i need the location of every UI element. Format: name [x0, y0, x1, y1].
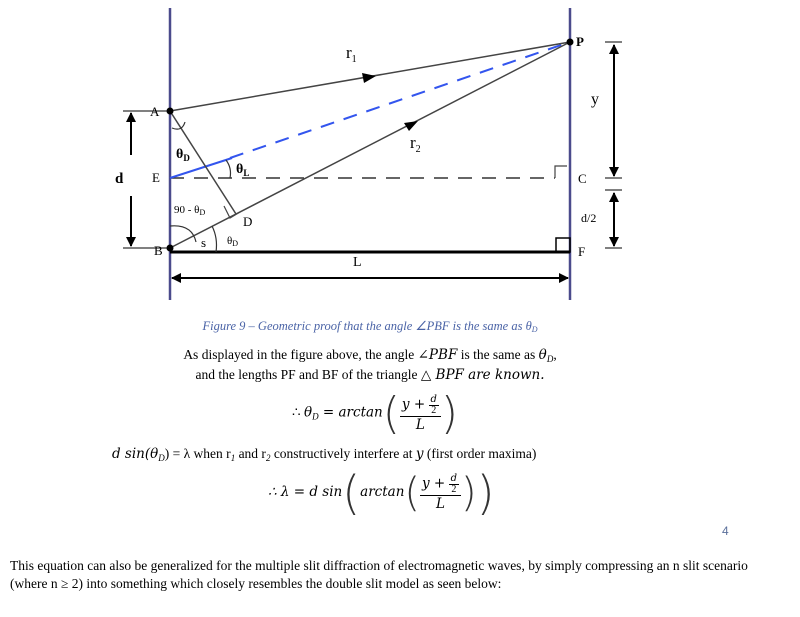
label-r2: $r_2$	[410, 133, 421, 155]
arc-theta-d-bottom	[212, 226, 217, 252]
text-line-1: As displayed in the figure above, the angle ∠PBF is the same as $\theta_D$,	[183, 347, 557, 364]
right-angle-f	[556, 238, 570, 252]
label-e: E	[152, 170, 160, 185]
page-number: 4	[722, 524, 729, 538]
label-90-minus-theta: 90 - θD	[174, 204, 206, 217]
label-l: L	[353, 255, 362, 270]
geometry-diagram	[0, 0, 800, 300]
label-p: P	[576, 34, 584, 49]
label-d-half: d/2	[581, 211, 597, 225]
label-a: A	[150, 104, 160, 119]
label-theta-d-bottom: θD	[227, 235, 239, 248]
interference-condition: d $\sin(\theta_D) = \lambda$ when $r_1$ and $r_2$ constructively interfere at y (first order maxima)	[112, 446, 537, 463]
equation-lambda: ∴ λ = d sin(arctan( y + $\frac{d}{2}$ L ))	[268, 466, 495, 520]
arc-s	[170, 226, 196, 242]
equation-theta: ∴ $\theta_D = \arctan$( y + $\frac{d}{2}$ L )	[292, 388, 459, 439]
arc-theta-l	[226, 160, 231, 178]
ray-r2-arrow	[404, 121, 418, 131]
label-theta-l: $\theta_L$	[236, 162, 250, 178]
figure-caption: Figure 9 – Geometric proof that the angle ∠PBF is the same as $\theta_D$	[202, 319, 538, 334]
right-angle-c	[555, 166, 567, 178]
ray-r1-arrow	[362, 73, 376, 83]
label-b: B	[154, 243, 163, 258]
segment-a-d	[170, 111, 236, 214]
label-d-point: D	[243, 214, 253, 229]
label-s: s	[201, 235, 207, 250]
point-p	[567, 39, 574, 46]
label-d: d	[115, 171, 124, 187]
label-f: F	[578, 244, 586, 259]
label-theta-d-top: $\theta_D$	[176, 147, 190, 163]
label-r1: $r_1$	[346, 43, 357, 65]
label-c: C	[578, 171, 587, 186]
text-line-2: and the lengths PF and BF of the triangle △ BPF are known.	[195, 367, 545, 383]
body-paragraph: This equation can also be generalized for the multiple slit diffraction of electromagnetic waves, by simply compressing an n slit scenario (where n ≥ 2) into something which closely resembles the double slit model as seen below:	[10, 558, 748, 591]
blue-dashed-line	[230, 42, 570, 158]
label-y: y	[591, 91, 599, 108]
